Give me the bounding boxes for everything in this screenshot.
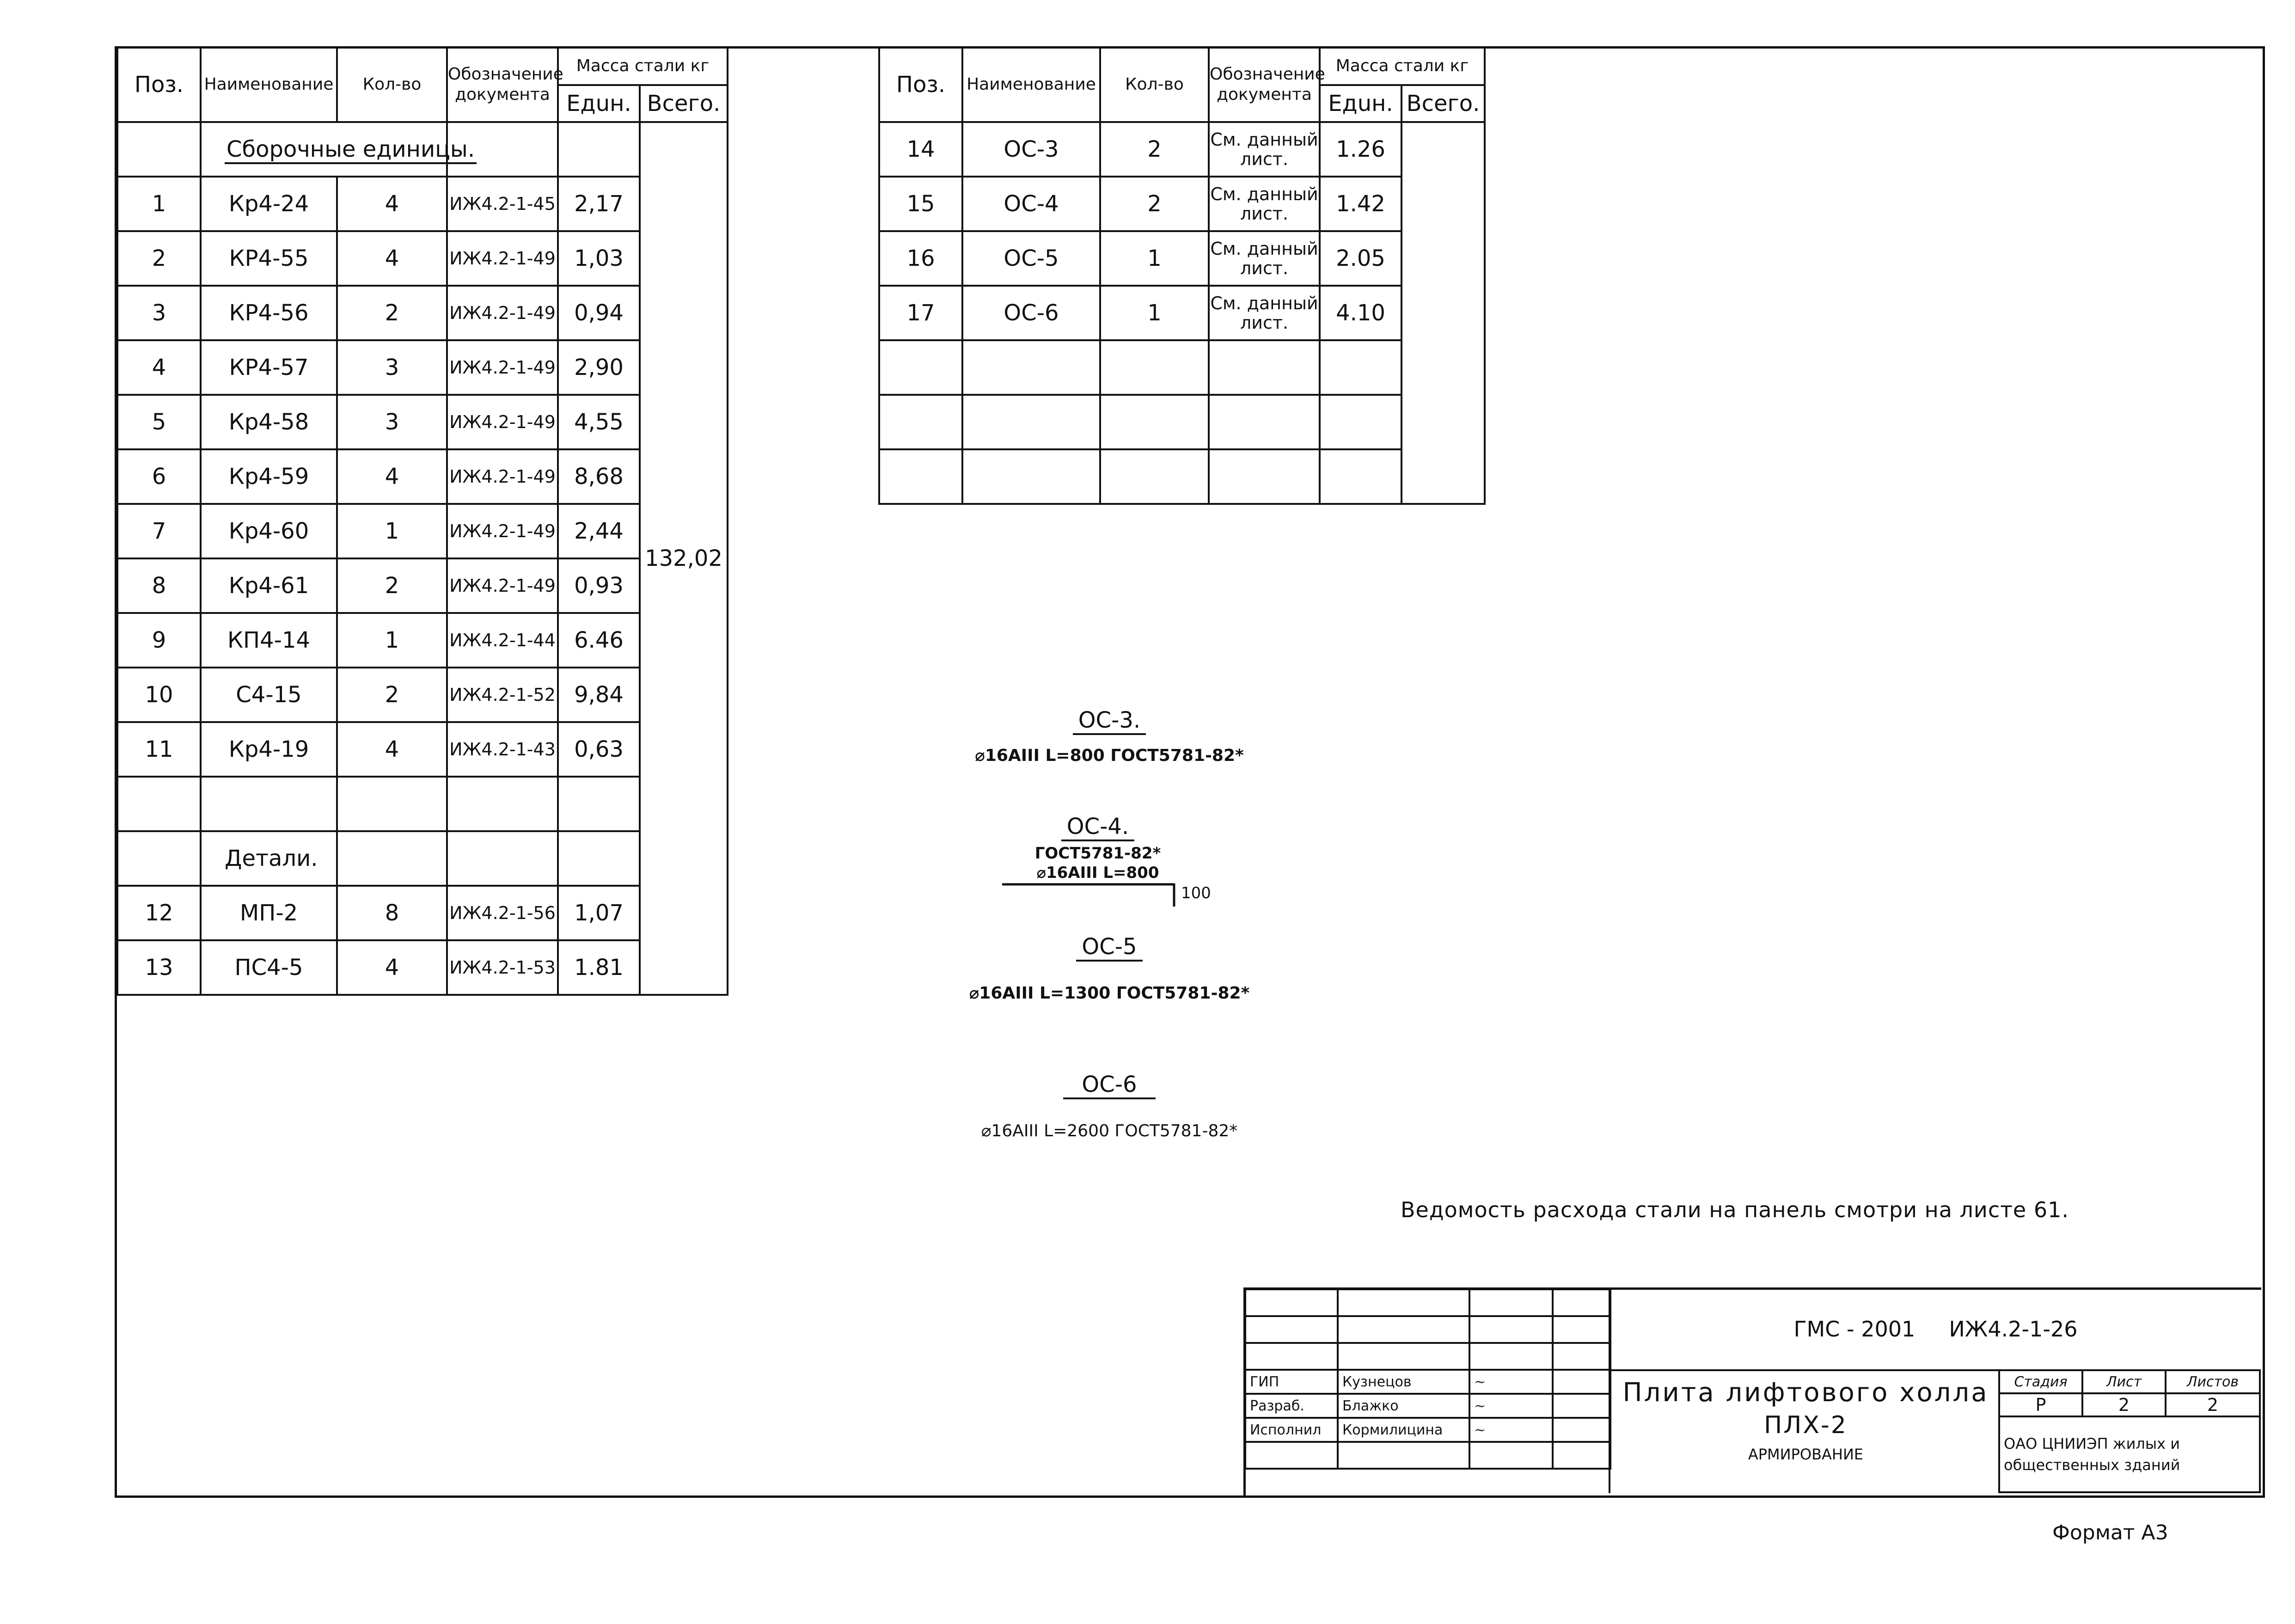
organization: ОАО ЦНИИЭП жилых и общественных зданий [1999, 1416, 2260, 1492]
table-row: 15 ОС-4 2 См. данный лист. 1.42 [879, 177, 1485, 231]
stamp-role-row: ГИП Кузнецов ~ [1245, 1370, 1610, 1394]
header-name: Наименование [962, 47, 1100, 122]
header-doc: Обозначение документа [1209, 47, 1320, 122]
signature: ~ [1469, 1394, 1553, 1418]
table-row: 5 Кр4-58 3 ИЖ4.2-1-49 4,55 [117, 395, 728, 449]
bar-os4: ОС-4. ГОСТ5781-82* ⌀16АIII L=800 [1034, 814, 1161, 882]
header-unit: Едuн. [1320, 85, 1401, 122]
table-row: 14 ОС-3 2 См. данный лист. 1.26 [879, 122, 1485, 177]
table-row: 16 ОС-5 1 См. данный лист. 2.05 [879, 231, 1485, 286]
header-mass: Масса стали кг [558, 47, 728, 85]
header-total: Всего. [1401, 85, 1485, 122]
header-doc: Обозначение документа [447, 47, 558, 122]
stamp-stage-table [1998, 1369, 2261, 1493]
stage-value: Р [1999, 1393, 2082, 1416]
signature: ~ [1469, 1370, 1553, 1394]
section-details: Детали. [201, 831, 337, 886]
header-mass: Масса стали кг [1320, 47, 1485, 85]
table-row: 7 Кр4-60 1 ИЖ4.2-1-49 2,44 [117, 504, 728, 558]
table-row-empty [879, 395, 1485, 449]
signature: ~ [1469, 1418, 1553, 1442]
table-row: 17 ОС-6 1 См. данный лист. 4.10 [879, 286, 1485, 340]
table-row-empty [879, 449, 1485, 504]
header-pos: Поз. [117, 47, 201, 122]
bar-os4-hook-length: 100 [1181, 884, 1211, 902]
table-row: 1 Кр4-24 4 ИЖ4.2-1-45 2,17 [117, 177, 728, 231]
right-total-cell [1401, 122, 1485, 504]
table-row: 8 Кр4-61 2 ИЖ4.2-1-49 0,93 [117, 558, 728, 613]
table-row: 3 КР4-56 2 ИЖ4.2-1-49 0,94 [117, 286, 728, 340]
stamp-signature-grid [1244, 1288, 1611, 1470]
stamp-role-row: Разраб. Блажко ~ [1245, 1394, 1610, 1418]
header-unit: Едuн. [558, 85, 640, 122]
format-label: Формат А3 [2052, 1521, 2168, 1544]
bar-os6: ОС-6 ⌀16АIII L=2600 ГОСТ5781-82* [981, 1072, 1238, 1140]
header-qty: Кол-во [337, 47, 447, 122]
bar-os3: ОС-3. ⌀16АIII L=800 ГОСТ5781-82* [975, 707, 1244, 765]
header-total: Всего. [640, 85, 728, 122]
right-spec-table [878, 46, 1486, 505]
table-row-empty [879, 340, 1485, 395]
document-code: ГМС - 2001 ИЖ4.2-1-26 [1609, 1288, 2261, 1371]
section-assembly: Сборочные единицы. [201, 122, 447, 177]
note-text: Ведомость расхода стали на панель смотри на листе 61. [1401, 1197, 2069, 1222]
total-mass: 132,02 [640, 122, 728, 995]
drawing-title: Плита лифтового холла ПЛХ-2 АРМИРОВАНИЕ [1609, 1369, 2001, 1493]
table-row-empty [117, 777, 728, 831]
table-row: 4 КР4-57 3 ИЖ4.2-1-49 2,90 [117, 340, 728, 395]
header-pos: Поз. [879, 47, 962, 122]
table-row: 11 Кр4-19 4 ИЖ4.2-1-43 0,63 [117, 722, 728, 777]
bar-os5: ОС-5 ⌀16АIII L=1300 ГОСТ5781-82* [969, 934, 1250, 1003]
table-row: 6 Кр4-59 4 ИЖ4.2-1-49 8,68 [117, 449, 728, 504]
stamp-role-row: Исполнил Кормилицина ~ [1245, 1418, 1610, 1442]
header-name: Наименование [201, 47, 337, 122]
sheet-value: 2 [2082, 1393, 2166, 1416]
table-row: 2 КР4-55 4 ИЖ4.2-1-49 1,03 [117, 231, 728, 286]
table-row: 12 МП-2 8 ИЖ4.2-1-56 1,07 [117, 886, 728, 940]
header-qty: Кол-во [1100, 47, 1209, 122]
sheets-value: 2 [2166, 1393, 2260, 1416]
left-spec-table [116, 46, 728, 996]
sheet-label: Лист [2082, 1370, 2166, 1393]
sheets-label: Листов [2166, 1370, 2260, 1393]
stage-label: Стадия [1999, 1370, 2082, 1393]
table-row: 9 КП4-14 1 ИЖ4.2-1-44 6.46 [117, 613, 728, 668]
table-row: 13 ПС4-5 4 ИЖ4.2-1-53 1.81 [117, 940, 728, 995]
table-row: 10 С4-15 2 ИЖ4.2-1-52 9,84 [117, 668, 728, 722]
